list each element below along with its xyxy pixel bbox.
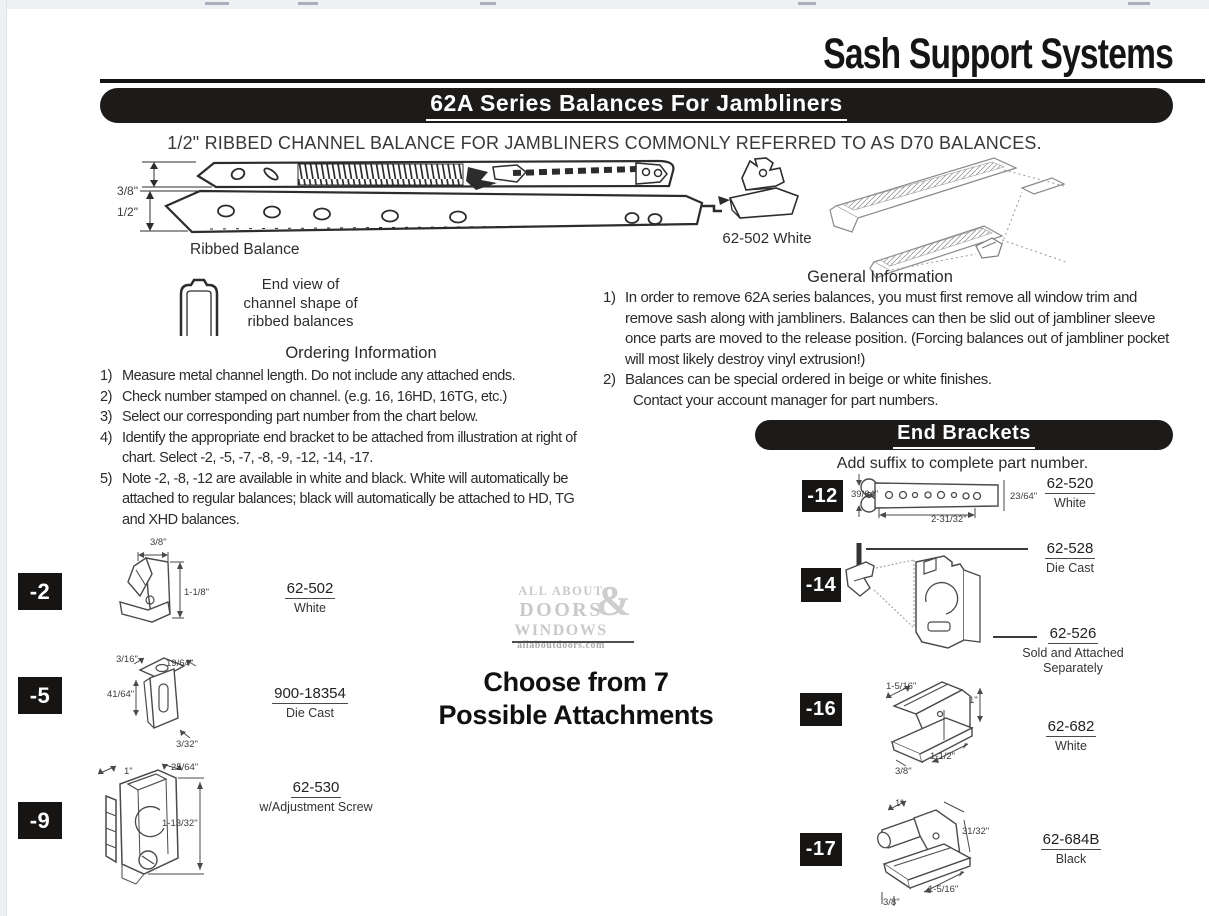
part-label-62-528	[1034, 540, 1106, 576]
item-number: 1)	[603, 289, 616, 306]
ordering-information-heading: Ordering Information	[285, 344, 437, 362]
dim-label-ribbed-top: 3/8"	[117, 184, 138, 198]
end-view-caption-line: channel shape of	[243, 294, 358, 312]
choose-note-line2: Possible Attachments	[438, 700, 714, 730]
general-item	[603, 288, 1188, 370]
item-text: Check number stamped on channel. (e.g. 16, 16HD, 16TG, etc.)	[122, 388, 507, 405]
item-text: Select our corresponding part number from the chart below.	[122, 409, 478, 425]
part-number: 62-682	[1046, 718, 1097, 737]
ordering-item	[100, 387, 597, 408]
part-label-62-530	[256, 779, 376, 815]
part-label-62-502	[278, 580, 342, 616]
watermark-underline	[512, 641, 634, 643]
part-label-62-682	[1036, 718, 1106, 754]
page-title: Sash Support Systems	[823, 30, 1173, 78]
dim-label: 1"	[124, 766, 133, 777]
top-edge-mark	[480, 2, 496, 5]
dim-label: 25/64"	[171, 762, 199, 773]
dim-label: 1-13/32"	[162, 818, 198, 829]
part-number: 62-520	[1045, 475, 1096, 494]
dim-label: 1-5/16"	[928, 884, 959, 895]
part-label-62-520	[1034, 475, 1106, 511]
item-number: 2)	[100, 388, 112, 405]
ordering-item	[100, 428, 597, 469]
bracket-tag-12: -12	[802, 480, 843, 512]
part-finish: Die Cast	[1046, 561, 1094, 576]
page-top-edge	[0, 0, 1209, 9]
ordering-item	[100, 366, 597, 387]
general-information-list	[603, 288, 1188, 411]
part-finish: Sold and Attached	[1022, 646, 1124, 661]
part-finish: White	[1055, 739, 1087, 754]
watermark-ampersand: &	[596, 579, 631, 625]
series-banner	[100, 88, 1173, 123]
bracket-tag-14: -14	[801, 568, 841, 602]
dim-label: 41/64"	[107, 689, 135, 700]
watermark-domain: allaboutdoors.com	[517, 640, 605, 651]
part-number: 62-526	[1048, 625, 1099, 644]
dim-label: 1-5/16"	[886, 681, 917, 692]
dim-label-ribbed-bottom: 1/2"	[117, 205, 138, 219]
top-edge-mark	[1128, 2, 1150, 5]
top-edge-mark	[298, 2, 318, 5]
part-finish: Black	[1055, 852, 1087, 867]
top-edge-mark	[205, 2, 229, 5]
part-label-900-18354	[265, 685, 355, 721]
item-text	[625, 370, 1188, 411]
item-text: Measure metal channel length. Do not include any attached ends.	[122, 368, 516, 384]
item-number: 5)	[100, 470, 112, 487]
dim-label: 3/8"	[883, 897, 900, 908]
ribbed-balance-drawing	[138, 158, 708, 236]
bracket-2-drawing	[112, 552, 190, 644]
dim-label: 39/64"	[851, 489, 879, 500]
general-information-heading: General Information	[807, 268, 953, 286]
dim-label: 1-1/2"	[930, 751, 956, 762]
dim-label: 23/64"	[1010, 491, 1038, 502]
item-number: 3)	[100, 409, 112, 425]
dim-label: 2-31/32"	[931, 514, 967, 525]
part-finish: White	[1054, 496, 1086, 511]
ribbed-balance-caption: Ribbed Balance	[190, 241, 300, 258]
top-edge-mark	[798, 2, 816, 5]
dim-label: 19/64"	[166, 658, 194, 669]
series-banner-label: 62A Series Balances For Jambliners	[426, 90, 846, 121]
watermark-line: ALL ABOUT	[518, 584, 604, 598]
part-number: 62-684B	[1041, 831, 1102, 850]
part-number: 62-502	[285, 580, 336, 599]
item-text-line1: Balances can be special ordered in beige or white finishes.	[625, 371, 992, 388]
bracket-tag-5: -5	[18, 677, 62, 714]
part-finish: White	[294, 601, 326, 616]
part-finish: w/Adjustment Screw	[259, 800, 373, 815]
item-text: In order to remove 62A series balances, you must first remove all window trim and remove sash along with jambliners. Balances can then be slid out of jambliner sleeve once parts are moved to the release position. (Forcing balances out of jambliner pocket will most likely destroy vinyl extrusion!)	[625, 289, 1169, 368]
ordering-item	[100, 469, 597, 531]
dim-label: 3/32"	[176, 739, 198, 750]
choose-note-line1: Choose from 7	[483, 667, 669, 697]
dim-label: 3/8"	[895, 766, 912, 777]
end-view-caption-line: End view of	[261, 276, 340, 293]
dim-label: 31/32"	[962, 826, 990, 837]
bracket-tag-16: -16	[800, 693, 842, 726]
item-text-line2: Contact your account manager for part numbers.	[633, 391, 939, 409]
channel-end-view-drawing	[176, 278, 222, 338]
attachment-62-502-label: 62-502 White	[722, 230, 812, 247]
item-text: Identify the appropriate end bracket to be attached from illustration at right of chart. Select -2, -5, -7, -8, -9, -12, -14, -17.	[122, 429, 577, 466]
part-finish: Separately	[1043, 660, 1103, 675]
dim-label: 3/8"	[150, 537, 167, 548]
bracket-tag-2: -2	[18, 573, 62, 610]
item-number: 2)	[603, 371, 616, 388]
dim-label: 1"	[969, 695, 978, 706]
part-finish: Die Cast	[286, 706, 334, 721]
part-label-62-684B	[1032, 831, 1110, 867]
end-brackets-instruction: Add suffix to complete part number.	[836, 455, 1089, 472]
ordering-item	[100, 407, 597, 428]
item-text: Note -2, -8, -12 are available in white and black. White will automatically be attached to regular balances; black will automatically be attached to HD, TG and XHD balances.	[122, 470, 575, 528]
dim-label: 1-1/8"	[184, 587, 210, 598]
page-subtitle: 1/2" RIBBED CHANNEL BALANCE FOR JAMBLINERS COMMONLY REFERRED TO AS D70 BALANCES.	[167, 133, 1042, 153]
header-divider	[100, 79, 1205, 83]
dim-label: 1"	[895, 798, 904, 809]
bracket-tag-9: -9	[18, 802, 62, 839]
part-number: 62-530	[291, 779, 342, 798]
part-number: 62-528	[1045, 540, 1096, 559]
part-label-62-526	[1018, 625, 1128, 675]
ordering-information-list	[100, 366, 597, 530]
item-number: 4)	[100, 429, 112, 446]
choose-note	[420, 666, 732, 732]
watermark-line: DOORS	[519, 599, 603, 621]
end-view-caption	[228, 276, 373, 332]
dim-label: 3/16"	[116, 654, 138, 665]
attachment-62-502-drawing	[716, 156, 806, 228]
bracket-14-drawing	[840, 540, 995, 672]
watermark-line: WINDOWS	[514, 622, 608, 639]
general-item	[603, 370, 1188, 411]
end-view-caption-line: ribbed balances	[247, 313, 354, 330]
bracket-tag-17: -17	[800, 833, 842, 866]
item-number: 1)	[100, 368, 112, 384]
bracket-9-drawing	[92, 760, 207, 908]
part-number: 900-18354	[272, 685, 348, 704]
end-brackets-banner-label: End Brackets	[893, 422, 1035, 449]
end-brackets-banner	[755, 420, 1173, 450]
